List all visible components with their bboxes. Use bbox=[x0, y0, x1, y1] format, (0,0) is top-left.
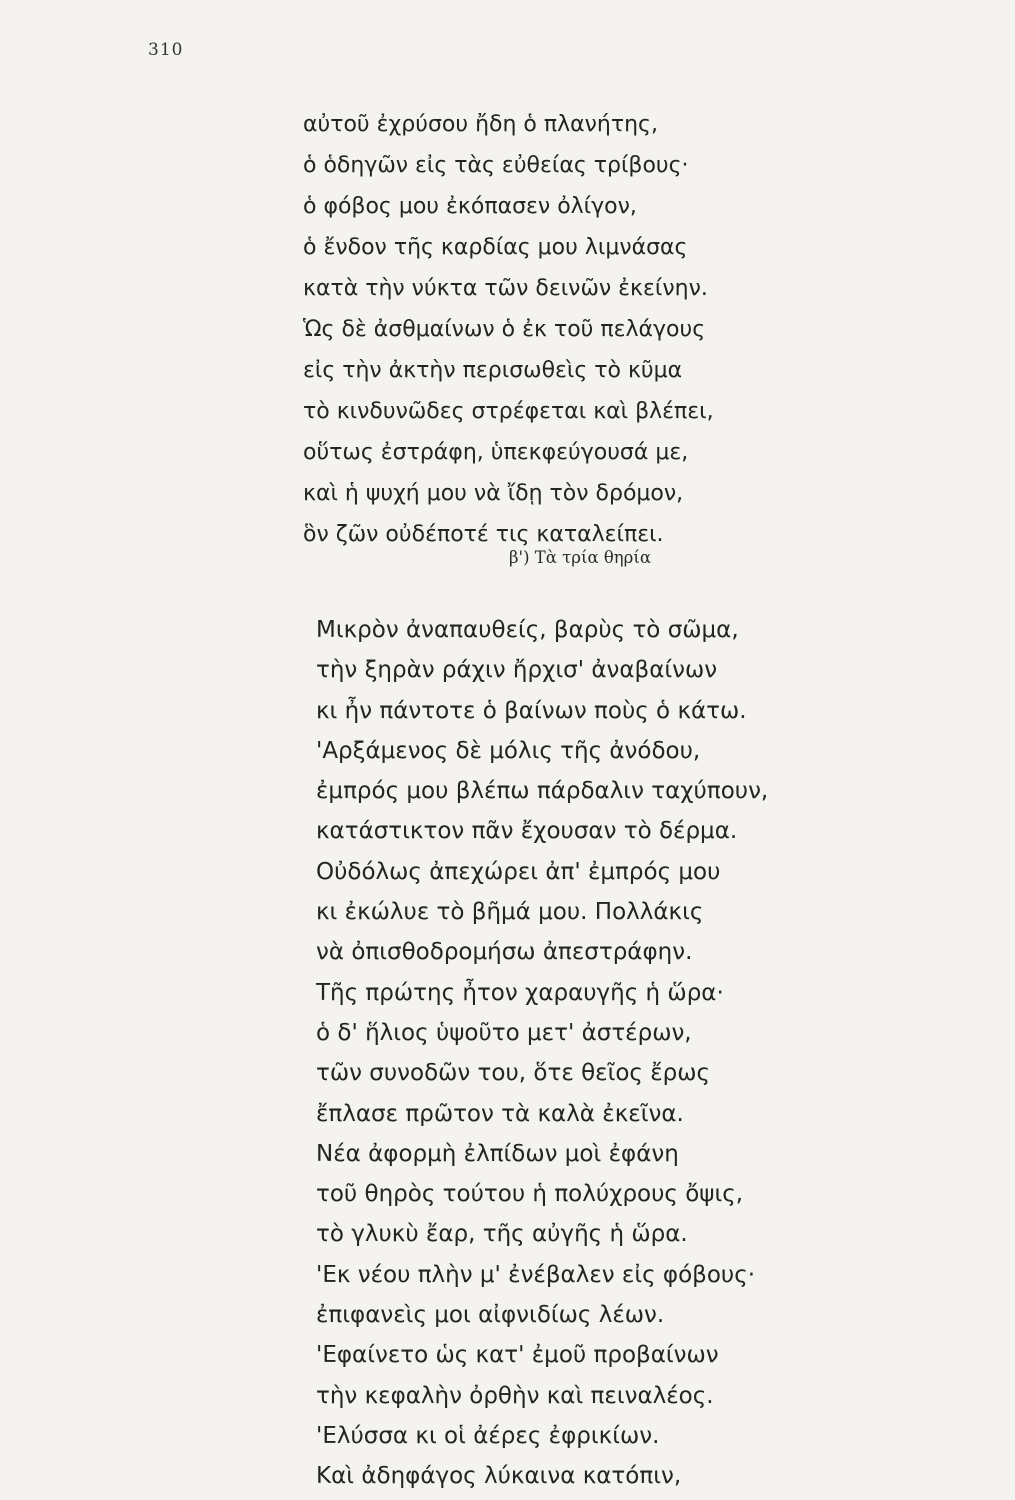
verse-line: Μικρὸν ἀναπαυθείς, βαρὺς τὸ σῶμα, bbox=[316, 617, 739, 643]
verse-line: τὸ γλυκὺ ἔαρ, τῆς αὐγῆς ἡ ὥρα. bbox=[316, 1221, 688, 1248]
page-number: 310 bbox=[148, 40, 184, 60]
verse-line: ὁ φόβος μου ἐκόπασεν ὀλίγον, bbox=[303, 194, 637, 219]
verse-line: 'Ελύσσα κι οἱ ἀέρες ἐφρικίων. bbox=[316, 1422, 660, 1449]
verse-line: 'Εφαίνετο ὡς κατ' ἐμοῦ προβαίνων bbox=[316, 1342, 719, 1369]
verse-line: τὸ κινδυνῶδες στρέφεται καὶ βλέπει, bbox=[303, 399, 714, 424]
poem-stanza-1 bbox=[303, 104, 714, 555]
verse-line: ὁ ἔνδον τῆς καρδίας μου λιμνάσας bbox=[303, 235, 688, 260]
verse-line: Οὐδόλως ἀπεχώρει ἀπ' ἐμπρός μου bbox=[316, 858, 721, 885]
verse-line: νὰ ὀπισθοδρομήσω ἀπεστράφην. bbox=[316, 939, 693, 966]
verse-line: 'Αρξάμενος δὲ μόλις τῆς ἀνόδου, bbox=[316, 737, 701, 764]
verse-line: κατὰ τὴν νύκτα τῶν δεινῶν ἐκείνην. bbox=[303, 276, 708, 301]
verse-line: 'Εκ νέου πλὴν μ' ἐνέβαλεν εἰς φόβους· bbox=[316, 1261, 756, 1288]
verse-line: Ὡς δὲ ἀσθμαίνων ὁ ἐκ τοῦ πελάγους bbox=[303, 317, 706, 342]
verse-line: τὴν κεφαλὴν ὀρθὴν καὶ πειναλέος. bbox=[316, 1382, 714, 1409]
verse-line: κατάστικτον πᾶν ἔχουσαν τὸ δέρμα. bbox=[316, 818, 738, 845]
verse-line: κι ἦν πάντοτε ὁ βαίνων ποὺς ὁ κάτω. bbox=[316, 697, 747, 724]
verse-line: κι ἐκώλυε τὸ βῆμά μου. Πολλάκις bbox=[316, 899, 704, 926]
verse-line: ἐπιφανεὶς μοι αἰφνιδίως λέων. bbox=[316, 1302, 665, 1329]
verse-line: ἐμπρός μου βλέπω πάρδαλιν ταχύπουν, bbox=[316, 778, 769, 805]
verse-line: ὃν ζῶν οὐδέποτέ τις καταλείπει. bbox=[303, 522, 664, 547]
verse-line: ἔπλασε πρῶτον τὰ καλὰ ἐκεῖνα. bbox=[316, 1100, 684, 1127]
verse-line: ὁ δ' ἥλιος ὑψοῦτο μετ' ἀστέρων, bbox=[316, 1019, 692, 1046]
verse-line: καὶ ἡ ψυχή μου νὰ ἴδῃ τὸν δρόμον, bbox=[303, 481, 684, 506]
section-heading: β') Τὰ τρία θηρία bbox=[509, 548, 651, 567]
verse-line: Τῆς πρώτης ἦτον χαραυγῆς ἡ ὥρα· bbox=[316, 979, 724, 1006]
poem-stanza-2 bbox=[316, 610, 768, 1497]
verse-line: Καὶ ἀδηφάγος λύκαινα κατόπιν, bbox=[316, 1463, 682, 1490]
verse-line: τῶν συνοδῶν του, ὅτε θεῖος ἔρως bbox=[316, 1060, 711, 1087]
verse-line: ὁ ὁδηγῶν εἰς τὰς εὐθείας τρίβους· bbox=[303, 153, 689, 178]
verse-line: οὕτως ἐστράφη, ὑπεκφεύγουσά με, bbox=[303, 440, 689, 465]
verse-line: εἰς τὴν ἀκτὴν περισωθεὶς τὸ κῦμα bbox=[303, 358, 683, 383]
verse-line: Νέα ἀφορμὴ ἐλπίδων μοὶ ἐφάνη bbox=[316, 1140, 679, 1167]
verse-line: αὐτοῦ ἐχρύσου ἤδη ὁ πλανήτης, bbox=[303, 112, 658, 137]
verse-line: τοῦ θηρὸς τούτου ἡ πολύχρους ὄψις, bbox=[316, 1181, 744, 1208]
verse-line: τὴν ξηρὰν ράχιν ἤρχισ' ἀναβαίνων bbox=[316, 657, 718, 684]
